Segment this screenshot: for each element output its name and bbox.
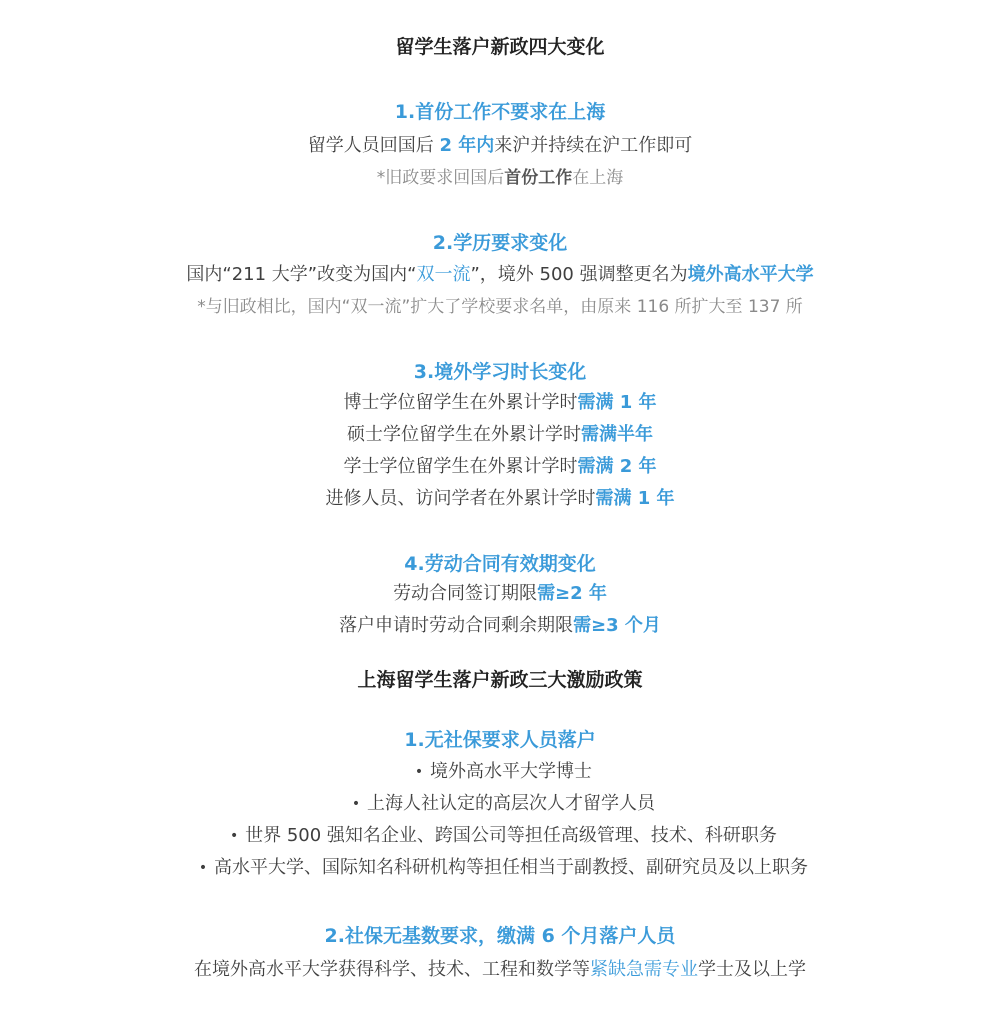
section-heading: 3.境外学习时长变化 [413,361,587,383]
section-heading: 4.劳动合同有效期变化 [404,553,596,575]
highlight-text: 需≥2 年 [537,583,607,604]
policy-2 [0,924,1000,986]
section-text [0,387,1000,419]
list-item [0,820,1000,852]
text-span: 国内“211 大学”改变为国内“ [186,264,417,285]
bullet-icon: • [198,860,208,876]
bullet-icon: • [414,764,424,780]
section-note [0,162,1000,194]
section-2 [0,231,1000,323]
list-item-text: 境外高水平大学博士 [430,761,592,782]
highlight-text: 需满 2 年 [577,456,657,477]
policy-text [0,954,1000,986]
note-text: 在上海 [572,168,624,188]
highlight-text: 境外高水平大学 [687,264,814,285]
text-span: 在境外高水平大学获得科学、技术、工程和数学等 [194,959,590,980]
text-span: 博士学位留学生在外累计学时 [343,392,578,413]
section-1 [0,100,1000,194]
section-text [0,419,1000,451]
bullet-icon: • [351,796,361,812]
section-text [0,130,1000,162]
section-heading: 2.学历要求变化 [432,232,568,254]
text-span: 学士学位留学生在外累计学时 [343,456,578,477]
section-4 [0,552,1000,642]
subtitle: 上海留学生落户新政三大激励政策 [357,669,643,691]
text-span: ”，境外 500 强调整更名为 [470,264,688,285]
text-span: 落户申请时劳动合同剩余期限 [339,615,574,636]
section-text [0,578,1000,610]
page-title: 留学生落户新政四大变化 [395,36,605,58]
section-3 [0,360,1000,515]
highlight-text: 需满 1 年 [577,392,657,413]
section-heading: 1.首份工作不要求在上海 [394,101,606,123]
section-text [0,451,1000,483]
text-span: 进修人员、访问学者在外累计学时 [325,488,596,509]
section-text [0,610,1000,642]
list-item-text: 上海人社认定的高层次人才留学人员 [367,793,655,814]
highlight-text: 需≥3 个月 [573,615,661,636]
note-bold-text: 首份工作 [504,168,573,188]
section-text [0,259,1000,291]
list-item-text: 高水平大学、国际知名科研机构等担任相当于副教授、副研究员及以上职务 [214,857,808,878]
list-item [0,788,1000,820]
text-span: 劳动合同签订期限 [393,583,538,604]
list-item-text: 世界 500 强知名企业、跨国公司等担任高级管理、技术、科研职务 [245,825,777,846]
text-span: 留学人员回国后 [307,135,440,156]
policy-bullet-list [0,756,1000,884]
text-span: 学士及以上学 [698,959,806,980]
highlight-text: 需满半年 [581,424,653,445]
text-span: 硕士学位留学生在外累计学时 [347,424,581,445]
policy-heading: 1.无社保要求人员落户 [404,729,596,751]
policy-heading: 2.社保无基数要求，缴满 6 个月落户人员 [324,925,676,947]
list-item [0,852,1000,884]
section-text [0,483,1000,515]
highlight-text: 双一流 [416,264,471,285]
highlight-text: 需满 1 年 [595,488,675,509]
list-item [0,756,1000,788]
bullet-icon: • [229,828,239,844]
highlight-text: 紧缺急需专业 [590,959,698,980]
text-span: 来沪并持续在沪工作即可 [494,135,693,156]
highlight-text: 2 年内 [439,135,495,156]
policy-1 [0,728,1000,884]
note-text: *旧政要求回国后 [376,168,505,188]
section-note: *与旧政相比，国内“双一流”扩大了学校要求名单，由原来 116 所扩大至 137 所 [197,297,803,317]
